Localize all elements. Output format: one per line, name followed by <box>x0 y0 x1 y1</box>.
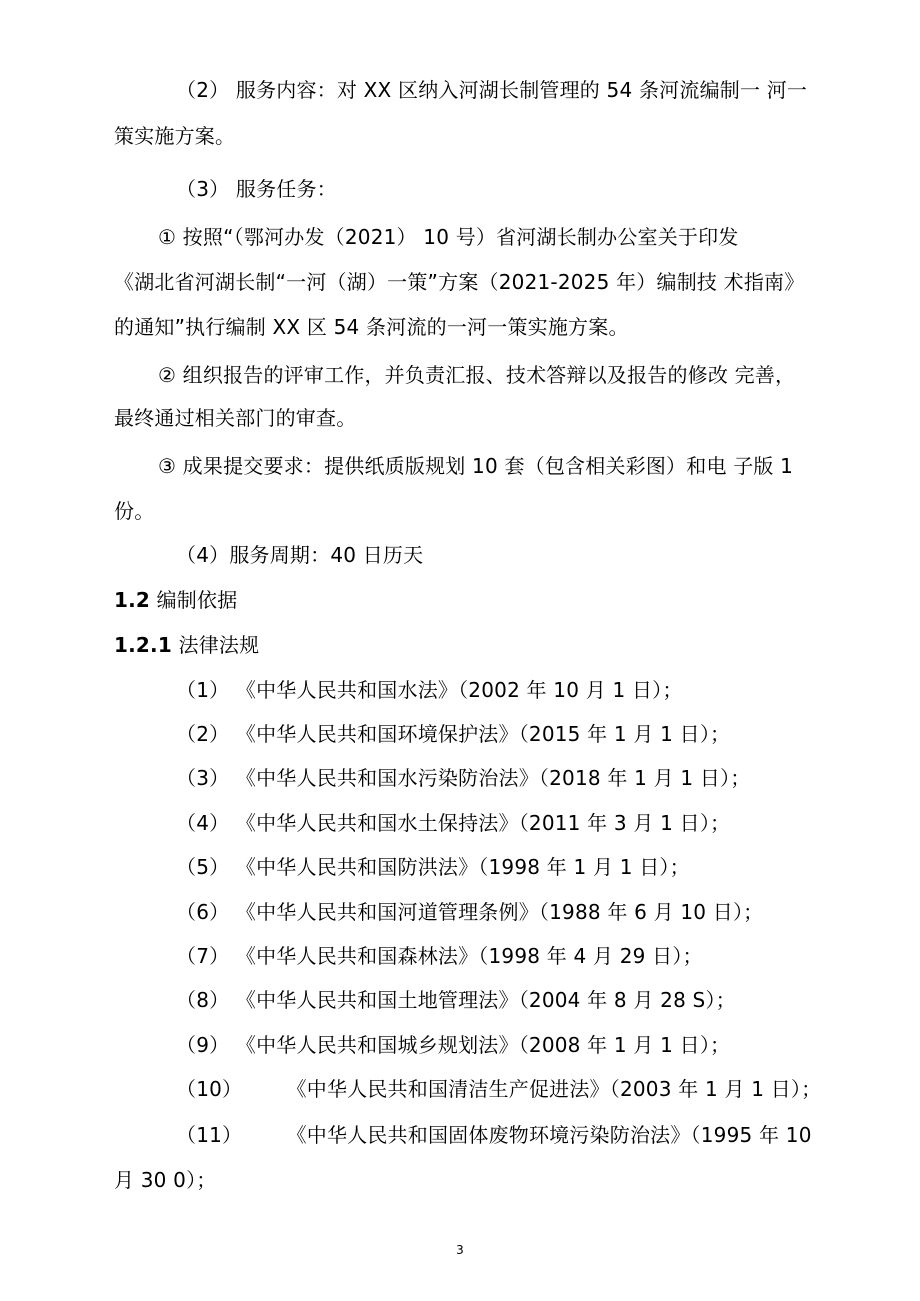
page-number: 3 <box>456 1243 464 1257</box>
section-1-2-1-number: 1.2.1 <box>114 633 172 657</box>
law-item-number: （2） <box>176 722 230 746</box>
task-3-line-2: 份。 <box>114 499 155 523</box>
law-item-number: （8） <box>176 988 230 1012</box>
task-1-line-2: 《湖北省河湖长制“一河（湖）一策”方案（2021-2025 年）编制技 术指南》 <box>114 270 805 294</box>
law-item-text: 《中华人民共和国森林法》（1998 年 4 月 29 日）； <box>235 944 703 968</box>
law-item-text: 《中华人民共和国水土保持法》（2011 年 3 月 1 日）； <box>235 811 731 835</box>
law-item-number: （3） <box>176 766 230 790</box>
task-3-line-1: ③ 成果提交要求：提供纸质版规划 10 套（包含相关彩图）和电 子版 1 <box>158 454 794 478</box>
law-item-continuation: 月 30 0）； <box>114 1168 217 1192</box>
law-item-number: （10） <box>176 1077 243 1101</box>
law-item <box>176 720 920 748</box>
section-1-2-title: 编制依据 <box>156 588 238 612</box>
law-item-text: 《中华人民共和国土地管理法》（2004 年 8 月 28 S）； <box>235 988 736 1012</box>
paragraph-service-period: （4）服务周期：40 日历天 <box>176 543 424 567</box>
law-item <box>176 676 920 704</box>
law-item-number: （1） <box>176 678 230 702</box>
law-item <box>176 853 920 881</box>
law-item <box>176 1121 920 1149</box>
section-1-2-heading <box>114 586 920 614</box>
law-item-text: 《中华人民共和国防洪法》（1998 年 1 月 1 日）； <box>235 855 690 879</box>
task-2-line-1: ② 组织报告的评审工作，并负责汇报、技术答辩以及报告的修改 完善， <box>158 363 796 387</box>
law-item-text: 《中华人民共和国水污染防治法》（2018 年 1 月 1 日）； <box>235 766 751 790</box>
section-1-2-1-heading <box>114 631 920 659</box>
law-item-number: （9） <box>176 1033 230 1057</box>
paragraph-service-tasks: （3） 服务任务： <box>176 177 337 201</box>
section-1-2-1-title: 法律法规 <box>178 633 260 657</box>
law-item-number: （11） <box>176 1123 243 1147</box>
law-item <box>176 809 920 837</box>
paragraph-service-content-line-1: （2） 服务内容：对 XX 区纳入河湖长制管理的 54 条河流编制一 河一 <box>176 78 808 102</box>
law-item <box>176 898 920 926</box>
law-item <box>176 1075 920 1103</box>
law-item-number: （5） <box>176 855 230 879</box>
paragraph-service-content-line-2: 策实施方案。 <box>114 124 236 148</box>
law-item <box>176 986 920 1014</box>
law-item <box>176 942 920 970</box>
law-item-text: 《中华人民共和国河道管理条例》（1988 年 6 月 10 日）； <box>235 900 764 924</box>
law-item-number: （4） <box>176 811 230 835</box>
task-1-line-3: 的通知”执行编制 XX 区 54 条河流的一河一策实施方案。 <box>114 315 629 339</box>
law-item <box>176 1031 920 1059</box>
law-item-text: 《中华人民共和国水法》（2002 年 10 月 1 日）； <box>235 678 683 702</box>
law-item <box>176 764 920 792</box>
law-item-text: 《中华人民共和国环境保护法》（2015 年 1 月 1 日）； <box>235 722 731 746</box>
task-2-line-2: 最终通过相关部门的审查。 <box>114 406 357 430</box>
law-item-number: （6） <box>176 900 230 924</box>
law-item-number: （7） <box>176 944 230 968</box>
law-item-text: 《中华人民共和国固体废物环境污染防治法》（1995 年 10 <box>286 1123 812 1147</box>
law-item-text: 《中华人民共和国清洁生产促进法》（2003 年 1 月 1 日）； <box>286 1077 822 1101</box>
task-1-line-1: ① 按照“（鄂河办发（2021） 10 号）省河湖长制办公室关于印发 <box>158 225 739 249</box>
law-item-text: 《中华人民共和国城乡规划法》（2008 年 1 月 1 日）； <box>235 1033 731 1057</box>
section-1-2-number: 1.2 <box>114 588 151 612</box>
